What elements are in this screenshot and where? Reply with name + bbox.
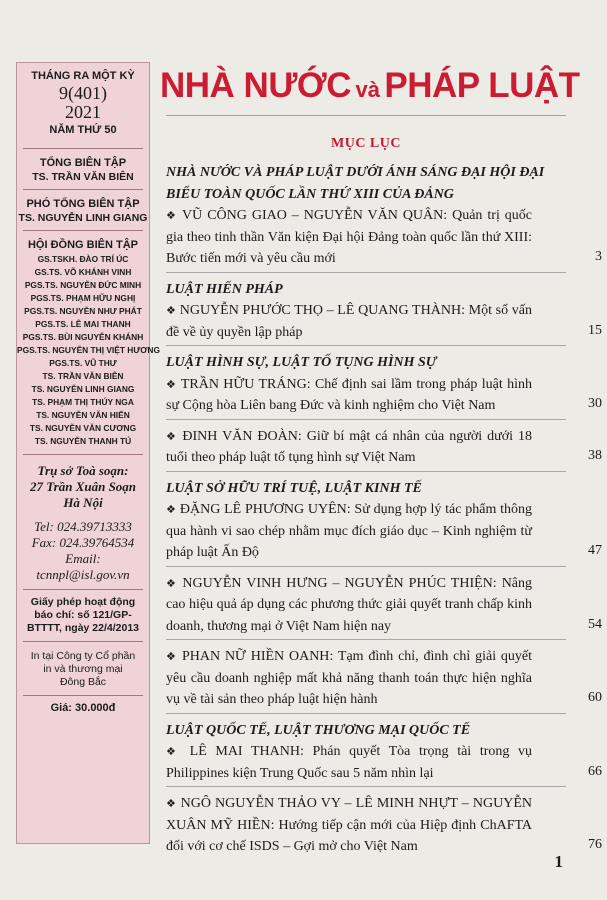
journal-title bbox=[160, 66, 580, 106]
board-member: TS. NGUYỄN VĂN CƯƠNG bbox=[29, 423, 137, 433]
masthead-sidebar bbox=[16, 62, 160, 844]
board-member: PGS.TS. PHẠM HỮU NGHỊ bbox=[30, 293, 136, 303]
entry-authors: NGÔ NGUYỄN THẢO VY – LÊ MINH NHỰT – NGUYỄN XUÂN MỸ HIỀN bbox=[166, 796, 532, 833]
entry-page: 66 bbox=[588, 763, 602, 779]
section-title: LUẬT QUỐC TẾ, LUẬT THƯƠNG MẠI QUỐC TẾ bbox=[166, 722, 471, 738]
diamond-bullet-icon: ❖ bbox=[166, 650, 178, 663]
entry-authors: ĐẶNG LÊ PHƯƠNG UYÊN bbox=[179, 502, 347, 517]
entry-title: Tạm đình chỉ, đình chỉ giải quyết yêu cầu doanh nghiệp mất khả năng thanh toán thực hiện nghĩa vụ về tài sản theo pháp luật hiện hành bbox=[166, 649, 533, 707]
sidebar-divider bbox=[23, 230, 143, 231]
email-address: tcnnpl@isl.gov.vn bbox=[36, 567, 130, 582]
tel: Tel: 024.39713333 bbox=[34, 519, 132, 534]
table-of-contents bbox=[166, 162, 602, 866]
board-member: PGS.TS. NGUYỄN ĐỨC MINH bbox=[24, 280, 142, 290]
board-member: PGS.TS. NGUYỄN THỊ VIỆT HƯƠNG bbox=[17, 345, 160, 355]
diamond-bullet-icon: ❖ bbox=[166, 377, 177, 391]
entry-page: 76 bbox=[588, 837, 602, 852]
diamond-bullet-icon: ❖ bbox=[166, 304, 177, 317]
entry-page: 15 bbox=[588, 322, 602, 338]
entry-authors: VŨ CÔNG GIAO – NGUYỄN VĂN QUÂN bbox=[182, 208, 444, 223]
board-member: GS.TSKH. ĐÀO TRÍ ÚC bbox=[37, 254, 129, 264]
journal-title-connector: và bbox=[355, 77, 380, 102]
journal-title-part2: PHÁP LUẬT bbox=[384, 66, 580, 105]
board-member: TS. PHẠM THỊ THÚY NGA bbox=[32, 397, 134, 407]
diamond-bullet-icon: ❖ bbox=[166, 209, 178, 222]
entry-authors: PHAN NỮ HIỀN OANH bbox=[182, 649, 330, 664]
printer-info bbox=[17, 642, 149, 695]
board-member: TS. NGUYỄN THANH TÚ bbox=[34, 436, 132, 446]
issue-number: 9(401) bbox=[59, 83, 107, 103]
license-line: BTTTT, ngày 22/4/2013 bbox=[26, 622, 140, 634]
diamond-bullet-icon: ❖ bbox=[166, 503, 177, 516]
entry-page: 38 bbox=[588, 448, 602, 463]
board-member: GS.TS. VÕ KHÁNH VINH bbox=[34, 267, 132, 277]
board-member: PGS.TS. LÊ MAI THANH bbox=[35, 319, 131, 329]
entry-title: Hướng tiếp cận mới của Hiệp định ChAFTA đối với cơ chế ISDS – Gợi mở cho Việt Nam bbox=[166, 817, 533, 854]
toc-entry[interactable]: ❖ PHAN NỮ HIỀN OANH: Tạm đình chỉ, đình chỉ giải quyết yêu cầu doanh nghiệp mất khả năng thanh toán thực hiện nghĩa vụ về tài sản theo pháp luật hiện hành 60 bbox=[166, 646, 566, 714]
toc-entry[interactable]: ❖ VŨ CÔNG GIAO – NGUYỄN VĂN QUÂN: Quản trị quốc gia theo tinh thần Văn kiện Đại hội Đảng toàn quốc lần thứ XIII: Bước tiến mới và yêu cầu mới 3 bbox=[166, 205, 566, 273]
board-member: TS. NGUYỄN VĂN HIỂN bbox=[36, 410, 130, 420]
toc-entry[interactable]: ❖ NGUYỄN VINH HƯNG – NGUYỄN PHÚC THIỆN: Nâng cao hiệu quả áp dụng các phương thức giải quyết tranh chấp kinh doanh, thương mại ở Việt Nam hiện nay 54 bbox=[166, 573, 566, 641]
printer-line: In tại Công ty Cổ phần bbox=[30, 650, 136, 662]
issue-volume: NĂM THỨ 50 bbox=[49, 124, 117, 136]
entry-authors: LÊ MAI THANH bbox=[189, 744, 300, 759]
fax: Fax: 024.39764534 bbox=[31, 535, 135, 550]
issue-frequency: THÁNG RA MỘT KỲ bbox=[31, 70, 135, 82]
deputy-editor: TS. NGUYỄN LINH GIANG bbox=[18, 212, 148, 224]
entry-authors: TRẦN HỮU TRÁNG bbox=[180, 376, 307, 392]
toc-entry[interactable]: ❖ NGÔ NGUYỄN THẢO VY – LÊ MINH NHỰT – NGUYỄN XUÂN MỸ HIỀN: Hướng tiếp cận mới của Hiệp định ChAFTA đối với cơ chế ISDS – Gợi mở cho Việt Nam 76 bbox=[166, 796, 602, 854]
board-member: PGS.TS. VŨ THƯ bbox=[49, 358, 117, 368]
sidebar-divider bbox=[23, 148, 143, 149]
entry-title: Phán quyết Tòa trọng tài trong vụ Philippines kiện Trung Quốc sau 5 năm nhìn lại bbox=[166, 744, 532, 781]
entry-page: 3 bbox=[595, 249, 602, 264]
section-title: LUẬT SỞ HỮU TRÍ TUỆ, LUẬT KINH TẾ bbox=[166, 480, 422, 496]
entry-authors: NGUYỄN PHƯỚC THỌ – LÊ QUANG THÀNH bbox=[179, 303, 462, 318]
printer-line: Đông Bắc bbox=[59, 676, 107, 688]
price: Giá: 30.000đ bbox=[50, 702, 116, 714]
editor-in-chief: TS. TRẦN VĂN BIÊN bbox=[32, 171, 134, 183]
office-street: 27 Trần Xuân Soạn bbox=[29, 479, 137, 494]
diamond-bullet-icon: ❖ bbox=[166, 576, 178, 590]
license-line: Giấy phép hoạt động bbox=[30, 596, 136, 608]
entry-title: Nâng cao hiệu quả áp dụng các phương thức giải quyết tranh chấp kinh doanh, thương mại ở Việt Nam hiện nay bbox=[166, 575, 533, 634]
issue-year: 2021 bbox=[65, 102, 101, 122]
entry-title: Sử dụng hợp lý tác phẩm thông qua hành vi sao chép nhằm mục đích giáo dục – Kinh nghiệm từ pháp luật Ấn Độ bbox=[166, 502, 533, 560]
page-number: 1 bbox=[554, 852, 563, 871]
masthead-rule bbox=[166, 115, 566, 116]
journal-title-part1: NHÀ NƯỚC bbox=[160, 66, 351, 105]
board-member: PGS.TS. NGUYỄN NHƯ PHÁT bbox=[24, 306, 142, 316]
entry-page: 30 bbox=[588, 396, 602, 411]
toc-entry[interactable]: ❖ ĐẶNG LÊ PHƯƠNG UYÊN: Sử dụng hợp lý tác phẩm thông qua hành vi sao chép nhằm mục đích giáo dục – Kinh nghiệm từ pháp luật Ấn Độ 47 bbox=[166, 499, 566, 567]
entry-page: 60 bbox=[588, 690, 602, 705]
section-title: LUẬT HÌNH SỰ, LUẬT TỐ TỤNG HÌNH SỰ bbox=[166, 355, 437, 370]
office-label: Trụ sở Toà soạn: bbox=[37, 463, 129, 478]
editorial-board bbox=[17, 239, 160, 454]
entry-title: Giữ bí mật cá nhân của người dưới 18 tuổi theo pháp luật tố tụng hình sự Việt Nam bbox=[166, 428, 532, 465]
toc-entry[interactable]: ❖ TRẦN HỮU TRÁNG: Chế định sai lầm trong pháp luật hình sự Cộng hòa Liên bang Đức và kinh nghiệm cho Việt Nam 30 bbox=[166, 374, 566, 420]
office-city: Hà Nội bbox=[63, 495, 103, 510]
office-info bbox=[17, 455, 149, 589]
diamond-bullet-icon: ❖ bbox=[166, 797, 177, 810]
editor-in-chief-label: TỔNG BIÊN TẬP bbox=[39, 157, 127, 169]
entry-page: 47 bbox=[588, 543, 602, 558]
email-label: Email: bbox=[65, 551, 101, 566]
printer-line: in và thương mại bbox=[43, 663, 123, 675]
license-info bbox=[17, 590, 149, 641]
toc-entry[interactable]: ❖ ĐINH VĂN ĐOÀN: Giữ bí mật cá nhân của người dưới 18 tuổi theo pháp luật tố tụng hình sự Việt Nam 38 bbox=[166, 426, 566, 472]
diamond-bullet-icon: ❖ bbox=[166, 429, 178, 443]
board-member: TS. NGUYỄN LINH GIANG bbox=[31, 384, 135, 394]
section-title: NHÀ NƯỚC VÀ PHÁP LUẬT DƯỚI ÁNH SÁNG ĐẠI HỘI ĐẠI BIỂU TOÀN QUỐC LẦN THỨ XIII CỦA ĐẢNG bbox=[166, 165, 545, 202]
editorial-board-label: HỘI ĐỒNG BIÊN TẬP bbox=[27, 239, 138, 251]
entry-title: Một số vấn đề về ủy quyền lập pháp bbox=[166, 303, 533, 340]
toc-title: MỤC LỤC bbox=[331, 136, 401, 151]
sidebar-divider bbox=[23, 189, 143, 190]
diamond-bullet-icon: ❖ bbox=[166, 745, 181, 758]
entry-page: 54 bbox=[588, 616, 602, 632]
deputy-editor-label: PHÓ TỔNG BIÊN TẬP bbox=[26, 198, 140, 210]
board-member: PGS.TS. BÙI NGUYÊN KHÁNH bbox=[22, 332, 144, 342]
entry-authors: ĐINH VĂN ĐOÀN bbox=[182, 428, 298, 444]
toc-entry[interactable]: ❖ NGUYỄN PHƯỚC THỌ – LÊ QUANG THÀNH: Một số vấn đề về ủy quyền lập pháp 15 bbox=[166, 300, 566, 346]
board-member: TS. TRẦN VĂN BIÊN bbox=[42, 371, 124, 381]
entry-authors: NGUYỄN VINH HƯNG – NGUYỄN PHÚC THIỆN bbox=[182, 575, 493, 591]
license-line: báo chí: số 121/GP- bbox=[34, 609, 132, 621]
entry-title: Quản trị quốc gia theo tinh thần Văn kiện Đại hội Đảng toàn quốc lần thứ XIII: Bước tiến mới và yêu cầu mới bbox=[166, 208, 532, 266]
toc-entry[interactable]: ❖ LÊ MAI THANH: Phán quyết Tòa trọng tài trong vụ Philippines kiện Trung Quốc sau 5 năm nhìn lại 66 bbox=[166, 741, 566, 787]
entry-title: Chế định sai lầm trong pháp luật hình sự Cộng hòa Liên bang Đức và kinh nghiệm cho Việt Nam bbox=[166, 376, 533, 413]
section-title: LUẬT HIẾN PHÁP bbox=[166, 281, 283, 297]
